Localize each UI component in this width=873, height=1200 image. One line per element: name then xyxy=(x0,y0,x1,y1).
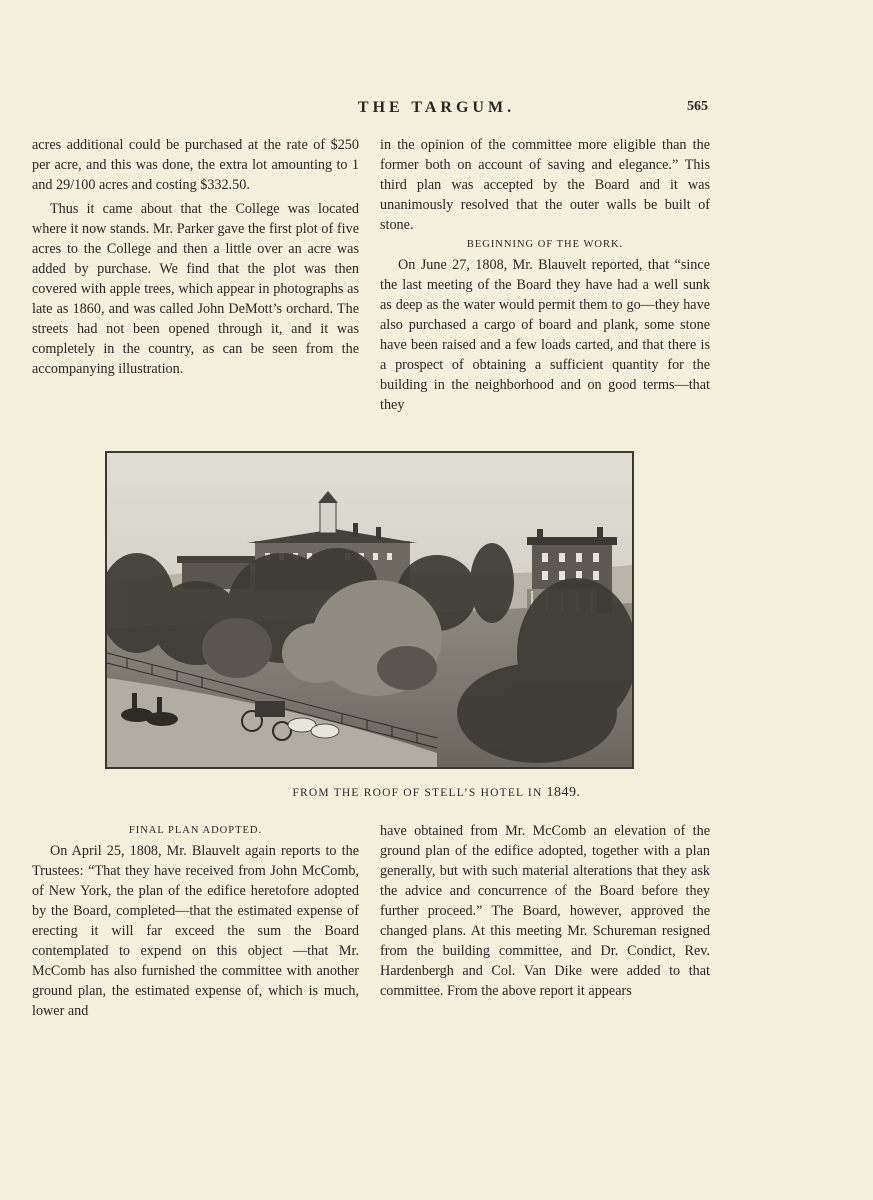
campus-illustration xyxy=(105,451,634,769)
section-heading-final-plan: FINAL PLAN ADOPTED. xyxy=(128,825,263,836)
figure-caption xyxy=(0,785,873,801)
paragraph: in the opinion of the committee more eligible than the former both on account of saving and elegance.” This third plan was accepted by the Board and it was unanimously resolved that the outer walls be built of stone. xyxy=(380,137,710,233)
column-bottom-right xyxy=(380,821,710,1001)
column-bottom-left xyxy=(32,821,359,1021)
section-heading-beginning: BEGINNING OF THE WORK. xyxy=(466,239,624,250)
paragraph: On June 27, 1808, Mr. Blauvelt reported, that “since the last meeting of the Board they have had a well sunk as deep as the water would permit them to go—they have also purchased a cargo of board and plank, some stone have been raised and a few loads carted, and that there is a prospect of obtaining a sufficient quantity for the building in the neighborhood and on good terms—that they xyxy=(380,257,710,413)
column-top-left xyxy=(32,135,359,379)
caption-year: 1849. xyxy=(546,785,581,800)
paragraph: Thus it came about that the College was located where it now stands. Mr. Parker gave the first plot of five acres to the College and then a little over an acre was added by purchase. We find that the plot was then covered with apple trees, which appear in photographs as late as 1860, and was called John DeMott’s orchard. The streets had not been opened through it, and it was completely in the country, as can be seen from the accompanying illustration. xyxy=(32,201,359,377)
running-header xyxy=(0,97,873,121)
page-number: 565 xyxy=(687,99,708,114)
paragraph: have obtained from Mr. McComb an elevation of the ground plan of the edifice adopted, together with a plan generally, but with such material alterations that they ask the advice and concurrence of the Board before they further proceed.” The Board, however, approved the changed plans. At this meeting Mr. Schureman resigned from the building committee, and Dr. Condict, Rev. Hardenbergh and Col. Van Dike were added to that committee. From the above report it appears xyxy=(380,823,710,999)
caption-text: FROM THE ROOF OF STELL’S HOTEL IN xyxy=(292,787,543,799)
running-title: THE TARGUM. xyxy=(357,99,516,116)
illustration-engraving xyxy=(107,453,632,767)
column-top-right xyxy=(380,135,710,415)
paragraph: On April 25, 1808, Mr. Blauvelt again reports to the Trustees: “That they have received from John McComb, of New York, the plan of the edifice heretofore adopted by the Board, completed—that the estimated expense of erecting it will far exceed the sum the Board contemplated to expend on this object —that Mr. McComb has also furnished the committee with another ground plan, the estimated expense of, which is much, lower and xyxy=(32,843,359,1019)
paragraph: acres additional could be purchased at the rate of $250 per acre, and this was done, the extra lot amounting to 1 and 29/100 acres and costing $332.50. xyxy=(32,137,359,193)
